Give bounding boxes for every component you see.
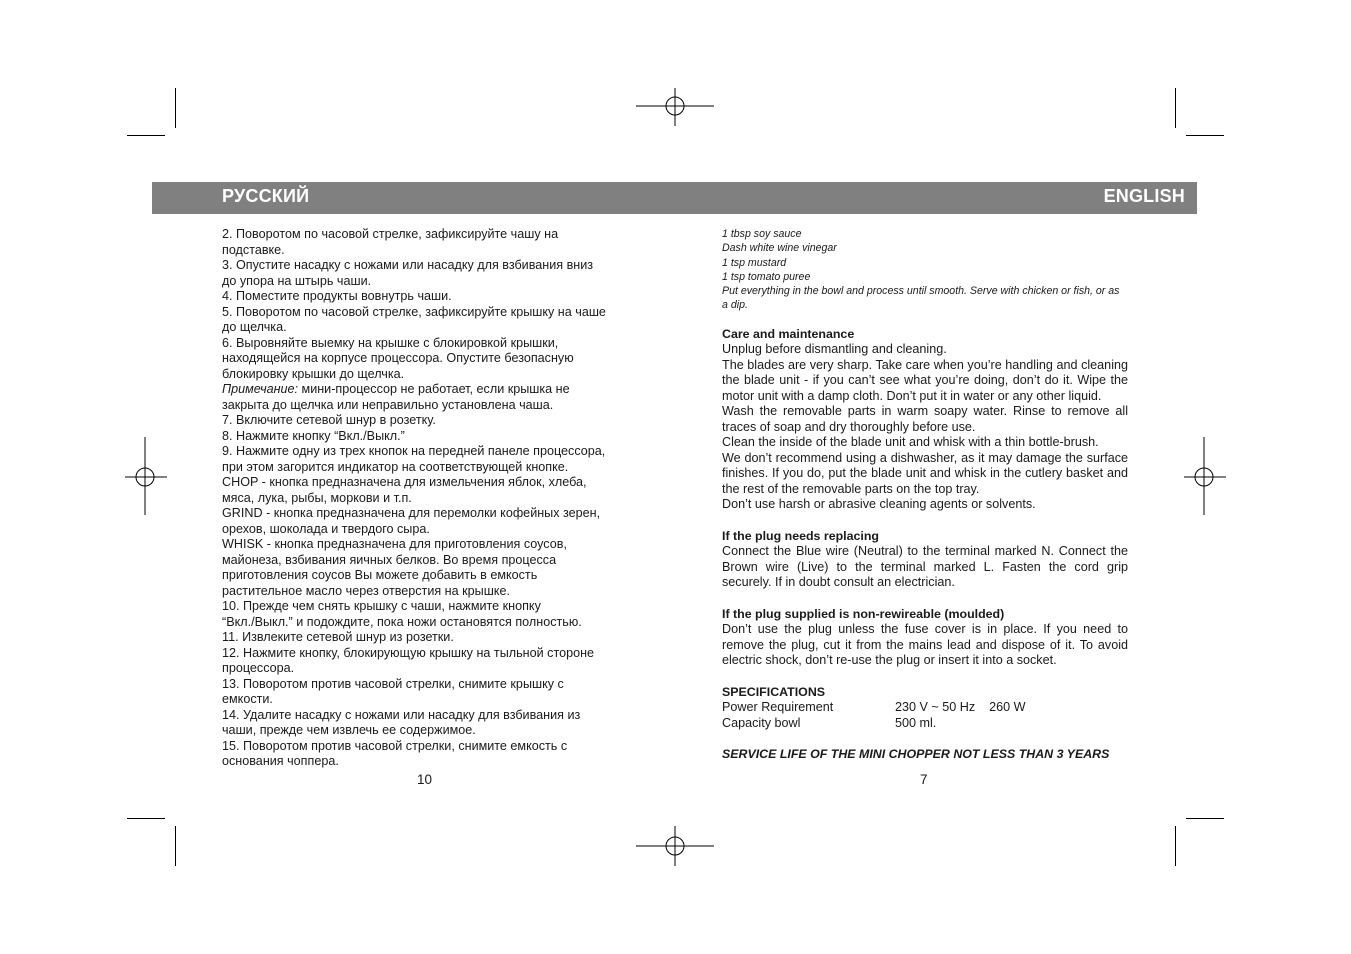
text-line: Don’t use harsh or abrasive cleaning agents or solvents.	[722, 497, 1036, 512]
recipe-ingredients	[722, 227, 1128, 313]
plug-heading: If the plug needs replacing	[722, 528, 879, 543]
instruction-list	[222, 398, 632, 770]
text-line: 1 tsp mustard	[722, 256, 787, 269]
section-title-english: ENGLISH	[1103, 186, 1185, 206]
text-line: основания чоппера.	[222, 754, 339, 768]
spec-value: 500 ml.	[895, 715, 937, 730]
text-line: 14. Удалите насадку с ножами или насадку для взбивания из	[222, 707, 581, 722]
text-line: We don’t recommend using a dishwasher, as it may damage the surface finishes. If you do, put the blade unit and whisk in the cutlery basket and the rest of the removable parts on the top tray.	[722, 450, 1128, 496]
moulded-text: Don’t use the plug unless the fuse cover is in place. If you need to remove the plug, cut it from the mains lead and dispose of it. To avoid electric shock, don’t re-use the plug or insert it into a socket.	[722, 622, 1128, 668]
registration-mark-icon	[125, 437, 167, 517]
note-text: мини-процессор не работает, если крышка не	[298, 382, 570, 396]
text-line: Wash the removable parts in warm soapy water. Rinse to remove all traces of soap and dry thoroughly before use.	[722, 404, 1128, 434]
page-number-left: 10	[417, 772, 433, 787]
english-column	[722, 227, 1128, 763]
text-line: до щелчка.	[222, 320, 287, 334]
crop-mark	[127, 818, 165, 819]
text-line: 3. Опустите насадку с ножами или насадку для взбивания вниз	[222, 258, 594, 272]
text-line: Clean the inside of the blade unit and whisk with a thin bottle-brush.	[722, 435, 1099, 450]
crop-mark	[1175, 826, 1176, 866]
instruction-list	[222, 227, 632, 382]
text-line: WHISK - кнопка предназначена для приготовления соусов,	[222, 537, 567, 551]
spec-value: 230 V ~ 50 Hz 260 W	[895, 700, 1026, 715]
plug-text: Connect the Blue wire (Neutral) to the terminal marked N. Connect the Brown wire (Live) to the terminal marked L. Fasten the cord grip securely. If in doubt consult an electrician.	[722, 544, 1128, 590]
text-line: 11. Извлеките сетевой шнур из розетки.	[222, 630, 454, 644]
registration-mark-icon	[636, 826, 716, 866]
specifications-heading: SPECIFICATIONS	[722, 684, 826, 699]
text-line: “Вкл./Выкл.” и подождите, пока ножи остановятся полностью.	[222, 614, 582, 629]
text-line: 10. Прежде чем снять крышку с чаши, нажмите кнопку	[222, 599, 541, 613]
text-line: закрыта до щелчка или неправильно установлена чаша.	[222, 397, 554, 412]
crop-mark	[127, 135, 165, 136]
text-line: 5. Поворотом по часовой стрелке, зафиксируйте крышку на чаше	[222, 304, 606, 319]
care-heading: Care and maintenance	[722, 326, 855, 341]
text-line: 15. Поворотом против часовой стрелки, снимите емкость с	[222, 738, 568, 753]
spec-label: Power Requirement	[722, 700, 834, 715]
text-line: емкости.	[222, 692, 273, 706]
registration-mark-icon	[1184, 437, 1226, 517]
text-line: 1 tsp tomato puree	[722, 270, 811, 283]
note-line	[222, 382, 632, 398]
text-line: 13. Поворотом против часовой стрелки, снимите крышку с	[222, 676, 564, 691]
header-bar	[152, 182, 1197, 214]
page-number-right: 7	[920, 772, 928, 787]
text-line: растительное масло через отверстия на крышке.	[222, 583, 510, 598]
note-label: Примечание:	[222, 382, 299, 396]
text-line: 12. Нажмите кнопку, блокирующую крышку на тыльной стороне	[222, 645, 595, 660]
text-line: процессора.	[222, 661, 295, 675]
text-line: приготовления соусов Вы можете добавить в емкость	[222, 568, 538, 582]
text-line: майонеза, взбивания яичных белков. Во время процесса	[222, 552, 557, 567]
text-line: до упора на штырь чаши.	[222, 273, 372, 288]
care-text	[722, 342, 1128, 513]
text-line: Unplug before dismantling and cleaning.	[722, 342, 947, 357]
spec-row	[722, 716, 1128, 732]
section-title-russian: РУССКИЙ	[222, 186, 310, 206]
text-line: 4. Поместите продукты вовнутрь чаши.	[222, 289, 452, 303]
text-line: блокировку крышки до щелчка.	[222, 366, 405, 381]
text-line: 2. Поворотом по часовой стрелке, зафиксируйте чашу на	[222, 227, 559, 241]
text-line: 8. Нажмите кнопку “Вкл./Выкл.”	[222, 428, 405, 443]
text-line: находящейся на корпусе процессора. Опустите безопасную	[222, 351, 574, 365]
text-line: орехов, шоколада и твердого сыра.	[222, 521, 430, 536]
spec-row	[722, 700, 1128, 716]
crop-mark	[1186, 818, 1224, 819]
text-line: 1 tbsp soy sauce	[722, 228, 802, 240]
crop-mark	[1175, 88, 1176, 128]
text-line: 9. Нажмите одну из трех кнопок на передней панеле процессора,	[222, 444, 606, 458]
crop-mark	[1186, 135, 1224, 136]
moulded-heading: If the plug supplied is non-rewireable (moulded)	[722, 606, 1005, 621]
text-line: мяса, лука, рыбы, моркови и т.п.	[222, 490, 412, 505]
text-line: 6. Выровняйте выемку на крышке с блокировкой крышки,	[222, 335, 559, 350]
text-line: CHOP - кнопка предназначена для измельчения яблок, хлеба,	[222, 475, 587, 489]
text-line: 7. Включите сетевой шнур в розетку.	[222, 413, 436, 427]
crop-mark	[175, 88, 176, 128]
text-line: подставке.	[222, 242, 285, 257]
crop-mark	[175, 826, 176, 866]
text-line: The blades are very sharp. Take care when you’re handling and cleaning the blade unit - if you can’t see what you’re doing, don’t do it. Wipe the motor unit with a damp cloth. Don’t put it in water or any other liquid.	[722, 357, 1128, 403]
spec-label: Capacity bowl	[722, 715, 801, 730]
text-line: GRIND - кнопка предназначена для перемолки кофейных зерен,	[222, 506, 601, 520]
text-line: чаши, прежде чем извлечь ее содержимое.	[222, 723, 476, 737]
russian-column	[222, 227, 632, 770]
text-line: Put everything in the bowl and process until smooth. Serve with chicken or fish, or as a dip.	[722, 285, 1120, 312]
text-line: при этом загорится индикатор на соответствующей кнопке.	[222, 459, 569, 474]
service-life-note: SERVICE LIFE OF THE MINI CHOPPER NOT LESS THAN 3 YEARS	[722, 747, 1110, 762]
registration-mark-icon	[636, 88, 716, 128]
text-line: Dash white wine vinegar	[722, 242, 837, 255]
